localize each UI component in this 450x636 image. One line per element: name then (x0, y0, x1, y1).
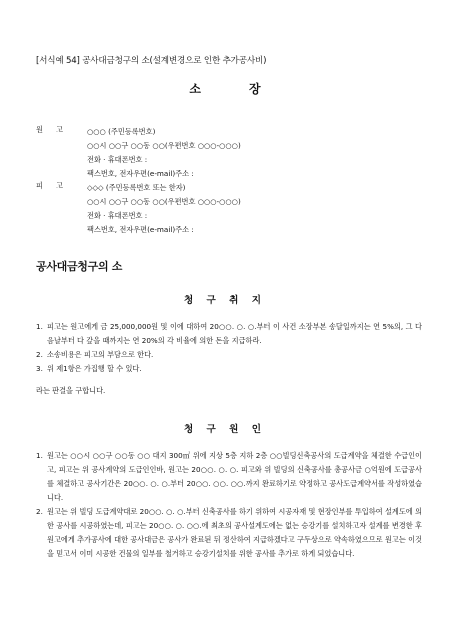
claim-purpose-title: 청 구 취 지 (183, 295, 267, 306)
claim-purpose-item: 3. 위 제1항은 가집행 할 수 있다. (36, 364, 142, 373)
case-name: 공사대금청구의 소 (36, 260, 123, 273)
plaintiff-phone: 전화 · 휴대폰번호 : (87, 155, 148, 164)
defendant-role: 피 고 (36, 181, 63, 190)
title-char-1: 소 (189, 82, 201, 96)
defendant-phone: 전화 · 휴대폰번호 : (87, 211, 148, 220)
plaintiff-name: ○○○ (주민등록번호) (87, 127, 156, 136)
plaintiff-fax-email: 팩스번호, 전자우편(e-mail)주소 : (87, 169, 194, 178)
claim-purpose-item: 1. 피고는 원고에게 금 25,000,000원 및 이에 대하여 20○○. ○. ○.부터 이 사건 소장부본 송달일까지는 연 5%의, 그 다음날부터 다 갚을 때까지는 연 20%의 각 비율에 의한 돈을 지급하라. (36, 322, 422, 345)
plaintiff-role: 원 고 (36, 125, 63, 134)
claim-cause-item: 2. 원고는 위 빌딩 도급계약대로 20○○. ○. ○.부터 신축공사를 하기 위하여 시공자재 및 현장인부를 투입하여 설계도에 의한 공사를 시공하였는데, 피고는 20○○. ○. ○○.에 최초의 공사설계도에는 없는 승강기를 설치하고자 설계를 변경한 후 원고에게 추가공사에 대한 공사대금은 공사가 완료된 뒤 정산하여 지급하겠다고 구두상으로 약속하였으므로 원고는 이것을 믿고서 이미 시공한 건물의 일부를 철거하고 승강기설치를 위한 공사를 추가로 하게 되었습니다. (36, 507, 422, 558)
claim-purpose-item: 2. 소송비용은 피고의 부담으로 한다. (36, 350, 154, 359)
plaintiff-address: ○○시 ○○구 ○○동 ○○(우편번호 ○○○-○○○) (87, 141, 241, 150)
judgment-request: 라는 판결을 구합니다. (36, 386, 106, 395)
form-label: [서식예 54] 공사대금청구의 소(설계변경으로 인한 추가공사비) (36, 56, 267, 66)
defendant-fax-email: 팩스번호, 전자우편(e-mail)주소 : (87, 225, 194, 234)
claim-purpose-list (36, 320, 422, 376)
title-char-2: 장 (249, 82, 261, 96)
defendant-name: ◇◇◇ (주민등록번호 또는 한자) (87, 183, 186, 192)
claim-cause-title: 청 구 원 인 (183, 424, 267, 435)
document-title (0, 80, 450, 97)
claim-cause-list (36, 449, 422, 561)
defendant-address: ○○시 ○○구 ○○동 ○○(우편번호 ○○○-○○○) (87, 197, 241, 206)
claim-cause-item: 1. 원고는 ○○시 ○○구 ○○동 ○○ 대지 300㎡ 위에 지상 5층 지하 2층 ○○빌딩신축공사의 도급계약을 체결한 수급인이고, 피고는 위 공사계약의 도급인인바, 원고는 20○○. ○. ○. 피고와 위 빌딩의 신축공사를 총공사금 ○억원에 도급공사를 체결하고 공사기간은 20○○. ○. ○.부터 20○○. ○○. ○○.까지 완료하기로 약정하고 공사도급계약서를 작성하였습니다. (36, 451, 422, 502)
